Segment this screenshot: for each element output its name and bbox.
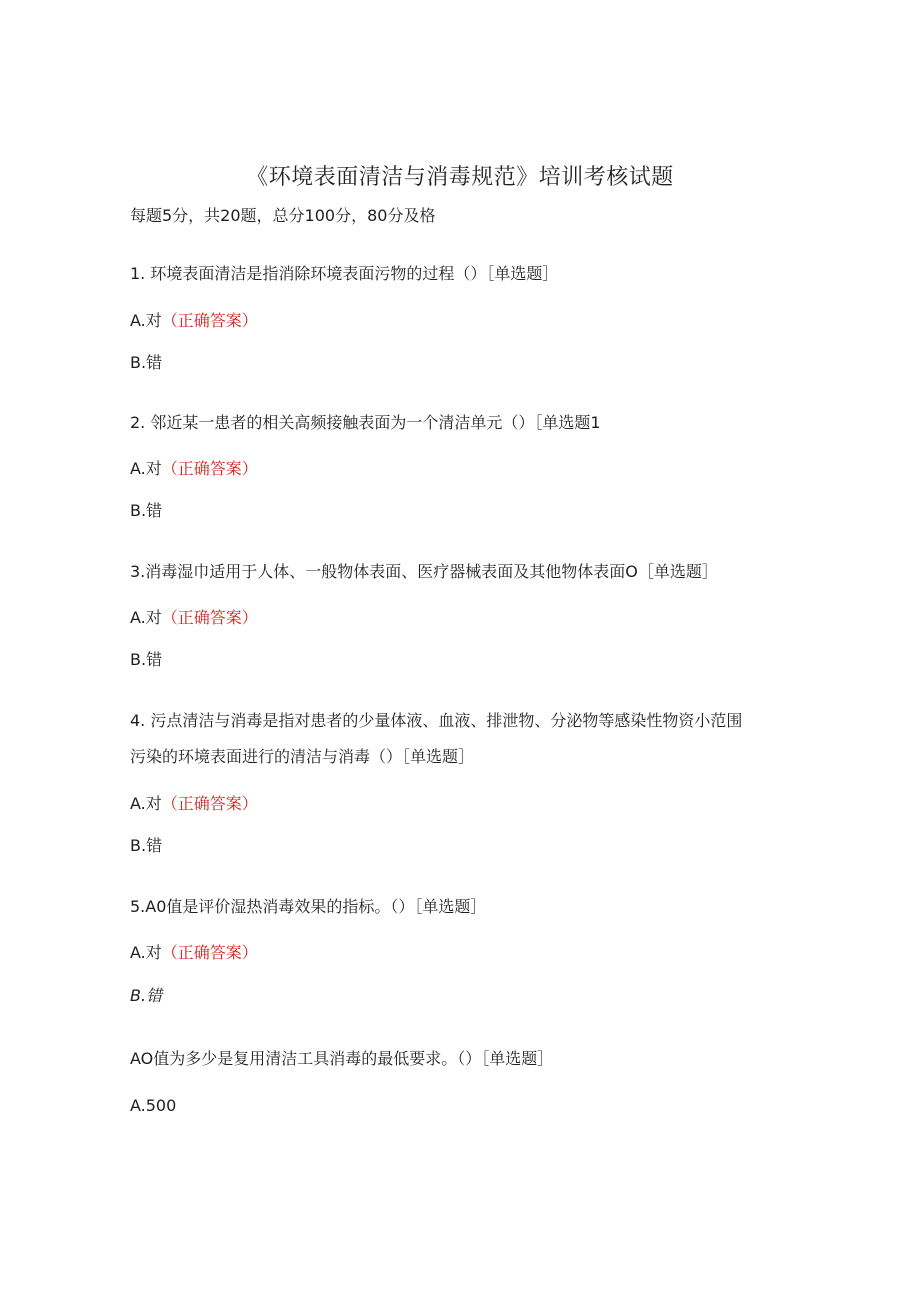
question-2-option-b: B.错: [130, 501, 163, 520]
question-5-option-b: B.错: [130, 986, 163, 1005]
option-label: A.对: [130, 943, 162, 962]
exam-instructions: 每题5分，共20题，总分100分，80分及格: [130, 206, 436, 225]
question-2-option-a: [130, 458, 258, 480]
question-1-option-b: B.错: [130, 353, 163, 372]
question-3-option-b: B.错: [130, 650, 163, 669]
option-label: A.对: [130, 311, 162, 330]
option-label: A.对: [130, 459, 162, 478]
correct-answer-mark: （正确答案）: [161, 311, 258, 330]
correct-answer-mark: （正确答案）: [161, 608, 258, 627]
question-1-text: 1. 环境表面清洁是指消除环境表面污物的过程（）［单选题］: [130, 264, 559, 283]
option-label: A.对: [130, 794, 162, 813]
question-4-option-a: [130, 793, 258, 815]
question-3-text: 3.消毒湿巾适用于人体、一般物体表面、医疗器械表面及其他物体表面O［单选题］: [130, 562, 718, 581]
page-title: 《环境表面清洁与消毒规范》培训考核试题: [246, 165, 674, 190]
option-label: A.对: [130, 608, 162, 627]
question-4-text-line-2: 污染的环境表面进行的清洁与消毒（）［单选题］: [130, 747, 475, 766]
question-5-text: 5.A0值是评价湿热消毒效果的指标。（）［单选题］: [130, 897, 487, 916]
correct-answer-mark: （正确答案）: [161, 943, 258, 962]
question-2-text: 2. 邻近某一患者的相关高频接触表面为一个清洁单元（）［单选题1: [130, 413, 601, 432]
question-4-option-b: B.错: [130, 836, 163, 855]
question-6-text: AO值为多少是复用清洁工具消毒的最低要求。（）［单选题］: [130, 1049, 554, 1068]
question-5-option-a: [130, 942, 258, 964]
correct-answer-mark: （正确答案）: [161, 459, 258, 478]
question-6-option-a: A.500: [130, 1096, 177, 1115]
question-4-text-line-1: 4. 污点清洁与消毒是指对患者的少量体液、血液、排泄物、分泌物等感染性物资小范围: [130, 711, 743, 730]
question-3-option-a: [130, 607, 258, 629]
correct-answer-mark: （正确答案）: [161, 794, 258, 813]
question-1-option-a: [130, 310, 258, 332]
